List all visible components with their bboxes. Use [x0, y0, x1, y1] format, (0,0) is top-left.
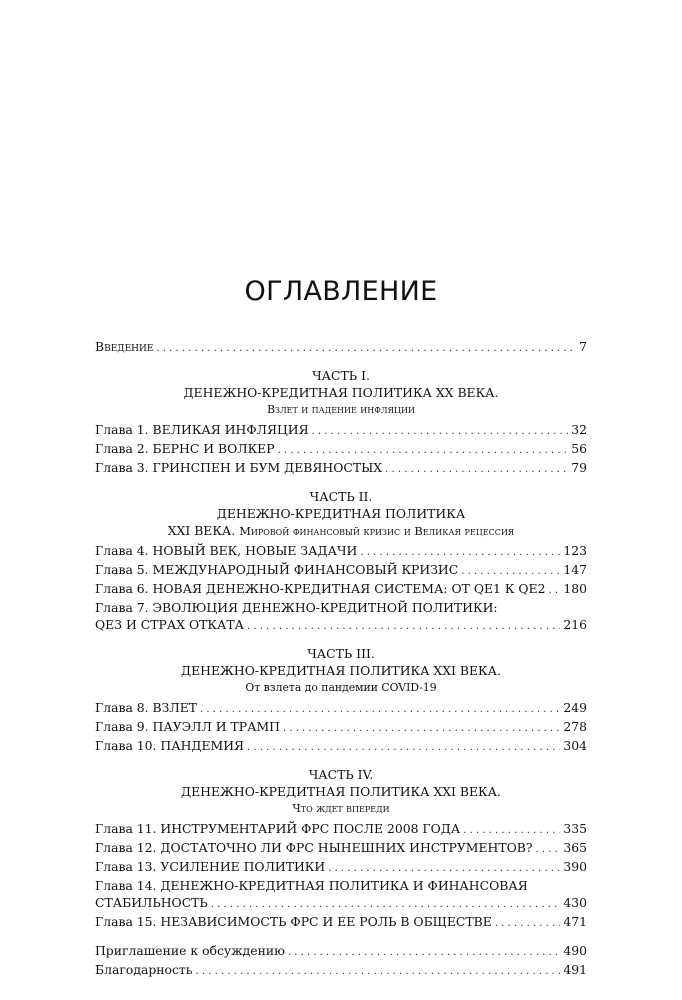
- toc-entry-label: Введение: [95, 339, 154, 354]
- toc-entry[interactable]: [95, 961, 587, 980]
- part-subtitle: От взлета до пандемии COVID-19: [245, 681, 437, 694]
- leader-dots: [247, 739, 560, 756]
- toc-entry-label: Глава 1. ВЕЛИКАЯ ИНФЛЯЦИЯ: [95, 422, 309, 437]
- leader-dots: [495, 915, 561, 932]
- part-title-cont: XXI ВЕКА.: [167, 523, 236, 538]
- toc-entry-label: Глава 10. ПАНДЕМИЯ: [95, 738, 245, 753]
- toc-entry[interactable]: [95, 421, 587, 440]
- part-title: ДЕНЕЖНО-КРЕДИТНАЯ ПОЛИТИКА XX ВЕКА.: [183, 385, 499, 400]
- leader-dots: [536, 841, 561, 858]
- toc-entry-label: Глава 2. БЕРНС И ВОЛКЕР: [95, 441, 275, 456]
- part-title: ДЕНЕЖНО-КРЕДИТНАЯ ПОЛИТИКА: [216, 506, 466, 521]
- toc-entry-page: 491: [563, 962, 587, 977]
- leader-dots: [278, 442, 569, 459]
- part-title: ДЕНЕЖНО-КРЕДИТНАЯ ПОЛИТИКА XXI ВЕКА.: [181, 784, 501, 799]
- toc-entry-label: Благодарность: [95, 962, 193, 977]
- toc-entry-page: 490: [563, 943, 587, 958]
- toc-entry-label: Глава 13. УСИЛЕНИЕ ПОЛИТИКИ: [95, 859, 326, 874]
- toc-entry-page: 365: [563, 840, 587, 855]
- toc-entry-page: 304: [563, 738, 587, 753]
- leader-dots: [385, 461, 568, 478]
- leader-dots: [156, 340, 576, 357]
- toc-entry-page: 216: [563, 617, 587, 632]
- part-number: ЧАСТЬ I.: [312, 368, 370, 383]
- leader-dots: [283, 720, 560, 737]
- leader-dots: [211, 896, 561, 913]
- page-title: ОГЛАВЛЕНИЕ: [244, 276, 438, 307]
- leader-dots: [312, 423, 569, 440]
- toc-entry[interactable]: [95, 718, 587, 737]
- toc-entry-label: Глава 11. ИНСТРУМЕНТАРИЙ ФРС ПОСЛЕ 2008 ГОДА: [95, 821, 461, 836]
- toc-entry-label: QE3 И СТРАХ ОТКАТА: [95, 617, 245, 632]
- toc-entry[interactable]: [95, 542, 587, 561]
- toc-entry-page: 56: [571, 441, 587, 456]
- toc-entry[interactable]: [95, 561, 587, 580]
- toc-entry-label: Глава 12. ДОСТАТОЧНО ЛИ ФРС НЫНЕШНИХ ИНСТРУМЕНТОВ?: [95, 840, 533, 855]
- leader-dots: [200, 701, 560, 718]
- toc-entry-page: 335: [563, 821, 587, 836]
- toc-entry-page: 278: [563, 719, 587, 734]
- toc-entry[interactable]: [95, 820, 587, 839]
- toc-entry-label: Глава 8. ВЗЛЕТ: [95, 700, 197, 715]
- toc-entry-label: Глава 4. НОВЫЙ ВЕК, НОВЫЕ ЗАДАЧИ: [95, 543, 358, 558]
- toc-entry-page: 123: [563, 543, 587, 558]
- toc-entry-label: Глава 6. НОВАЯ ДЕНЕЖНО-КРЕДИТНАЯ СИСТЕМА: ОТ QE1 К QE2: [95, 581, 546, 596]
- toc-entry[interactable]: [95, 440, 587, 459]
- leader-dots: [463, 822, 560, 839]
- toc-entry-label: Глава 7. ЭВОЛЮЦИЯ ДЕНЕЖНО-КРЕДИТНОЙ ПОЛИТИКИ:: [95, 600, 498, 615]
- toc-entry-cont[interactable]: [95, 894, 587, 913]
- part-number: ЧАСТЬ III.: [307, 646, 375, 661]
- leader-dots: [288, 944, 560, 961]
- part-subtitle: Взлет и падение инфляции: [267, 403, 415, 416]
- toc-entry-cont[interactable]: [95, 616, 587, 635]
- toc-entry[interactable]: [95, 459, 587, 478]
- leader-dots: [196, 963, 561, 980]
- toc-entry-label: Приглашение к обсуждению: [95, 943, 285, 958]
- toc-entry-label: Глава 15. НЕЗАВИСИМОСТЬ ФРС И ЕЕ РОЛЬ В ОБЩЕСТВЕ: [95, 914, 492, 929]
- toc-entry[interactable]: [95, 858, 587, 877]
- toc-entry[interactable]: [95, 913, 587, 932]
- toc-entry[interactable]: [95, 737, 587, 756]
- toc-entry-label: СТАБИЛЬНОСТЬ: [95, 895, 208, 910]
- toc-entry-page: 249: [563, 700, 587, 715]
- toc-entry-label: Глава 5. МЕЖДУНАРОДНЫЙ ФИНАНСОВЫЙ КРИЗИС: [95, 562, 459, 577]
- toc-entry[interactable]: [95, 580, 587, 599]
- toc-entry[interactable]: [95, 942, 587, 961]
- leader-dots: [548, 582, 560, 599]
- toc-entry-label: Глава 3. ГРИНСПЕН И БУМ ДЕВЯНОСТЫХ: [95, 460, 383, 475]
- toc-entry-label: Глава 14. ДЕНЕЖНО-КРЕДИТНАЯ ПОЛИТИКА И ФИНАНСОВАЯ: [95, 878, 528, 893]
- part-number: ЧАСТЬ IV.: [308, 767, 374, 782]
- toc-entry[interactable]: [95, 699, 587, 718]
- toc-entry-intro[interactable]: [95, 338, 587, 357]
- part-subtitle: Что ждет впереди: [292, 802, 390, 815]
- toc-entry[interactable]: [95, 839, 587, 858]
- toc-entry-page: 430: [563, 895, 587, 910]
- toc-entry[interactable]: [95, 877, 587, 894]
- table-of-contents: [95, 338, 587, 980]
- toc-entry-page: 32: [571, 422, 587, 437]
- leader-dots: [461, 563, 560, 580]
- toc-entry-page: 7: [579, 339, 587, 354]
- part-title-line2: [95, 522, 587, 540]
- toc-entry-label: Глава 9. ПАУЭЛЛ И ТРАМП: [95, 719, 280, 734]
- leader-dots: [247, 618, 560, 635]
- toc-entry-page: 390: [563, 859, 587, 874]
- toc-entry-page: 471: [563, 914, 587, 929]
- part-number: ЧАСТЬ II.: [309, 489, 373, 504]
- toc-entry[interactable]: [95, 599, 587, 616]
- toc-entry-page: 180: [563, 581, 587, 596]
- toc-entry-page: 147: [563, 562, 587, 577]
- toc-entry-page: 79: [571, 460, 587, 475]
- part-subtitle: Мировой финансовый кризис и Великая рецессия: [239, 524, 515, 538]
- part-title: ДЕНЕЖНО-КРЕДИТНАЯ ПОЛИТИКА XXI ВЕКА.: [181, 663, 501, 678]
- leader-dots: [360, 544, 560, 561]
- leader-dots: [328, 860, 560, 877]
